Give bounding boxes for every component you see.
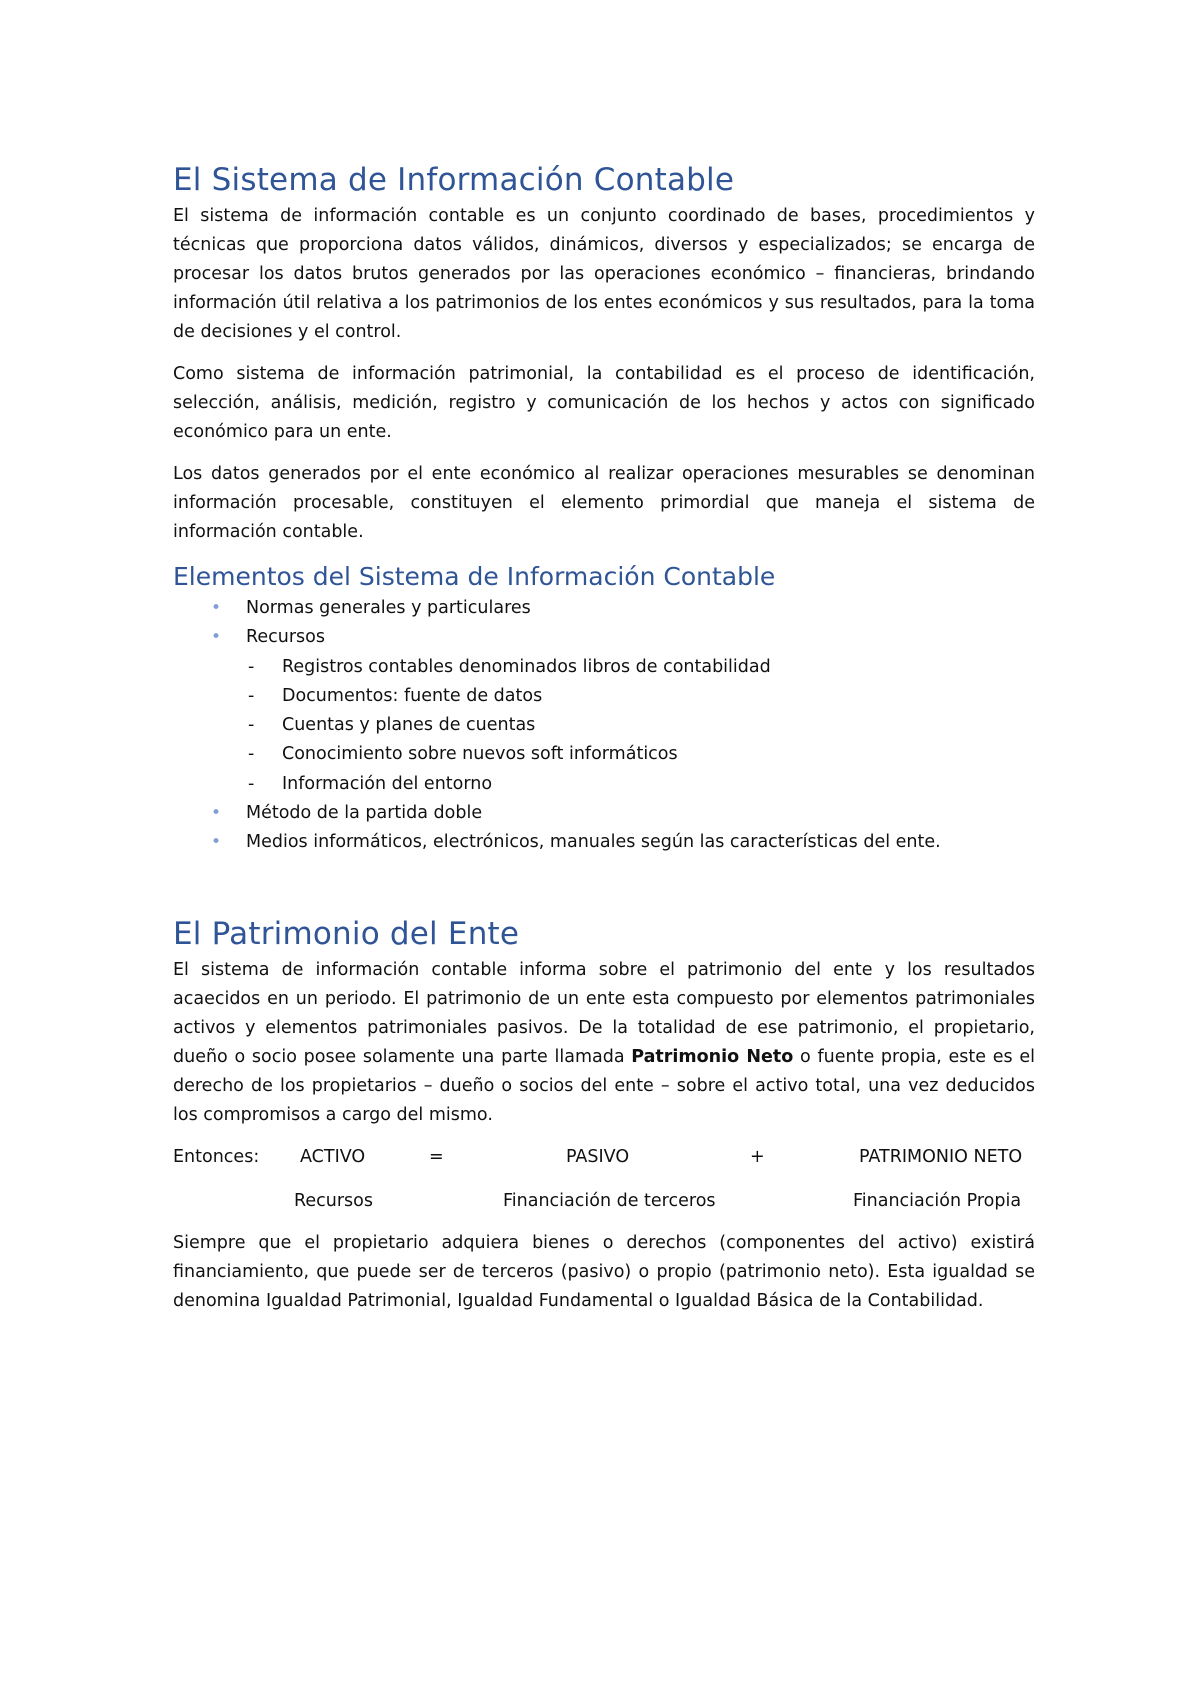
list-item [173,799,1035,828]
paragraph-text: El sistema de información contable informa sobre el patrimonio del ente y los resultados acaecidos en un periodo. El patrimonio de un ente esta compuesto por elementos patrimoniales activos y elementos patrimoniales pasivos. De la totalidad de ese patrimonio, el propietario, dueño o socio posee solamente una parte llamada [173,959,1035,1067]
list-item-label: Normas generales y particulares [246,598,531,618]
heading-patrimonio: El Patrimonio del Ente [173,915,520,952]
bullet-icon: • [211,598,222,618]
equation-activo: ACTIVO [300,1146,366,1167]
sub-list-item-label: Registros contables denominados libros de contabilidad [282,656,771,677]
sub-list-item [173,682,1035,711]
sub-list-item [173,711,1035,740]
heading-sistema-informacion: El Sistema de Información Contable [173,162,735,198]
dash-icon: - [248,773,255,794]
bold-term-patrimonio-neto: Patrimonio Neto [631,1046,794,1067]
dash-icon: - [248,656,255,677]
sub-list-item [173,740,1035,769]
paragraph-datos-generados: Los datos generados por el ente económico al realizar operaciones mesurables se denominan información procesable, constituyen el elemento primordial que maneja el sistema de información contable. [173,464,1035,542]
list-item-label: Método de la partida doble [246,803,483,824]
elements-list [173,594,1035,858]
equation-plus: + [750,1146,765,1167]
equation-patrimonio-neto: PATRIMONIO NETO [859,1146,1023,1167]
bullet-icon: • [211,803,222,824]
section-gap [173,858,1035,914]
paragraph-definicion: El sistema de información contable es un conjunto coordinado de bases, procedimientos y técnicas que proporciona datos válidos, dinámicos, diversos y especializados; se encarga de procesar los datos brutos generados por las operaciones económico – financieras, brindando información útil relativa a los patrimonios de los entes económicos y sus resultados, para la toma de decisiones y el control. [173,206,1035,342]
list-item [173,594,1035,623]
sub-list-item [173,653,1035,682]
paragraph-igualdad: Siempre que el propietario adquiera bienes o derechos (componentes del activo) existirá financiamiento, que puede ser de terceros (pasivo) o propio (patrimonio neto). Esta igualdad se denomina Igualdad Patrimonial, Igualdad Fundamental o Igualdad Básica de la Contabilidad. [173,1232,1035,1311]
dash-icon: - [248,744,255,765]
equation-sub-terceros: Financiación de terceros [503,1190,716,1211]
list-item [173,623,1035,799]
sub-list-item-label: Información del entorno [282,773,493,794]
equation-sub-recursos: Recursos [294,1190,373,1211]
dash-icon: - [248,715,255,736]
equation-row [173,1143,1035,1172]
bullet-icon: • [211,627,222,648]
dash-icon: - [248,685,255,706]
sub-list-item-label: Conocimiento sobre nuevos soft informáticos [282,744,678,765]
list-item [173,828,1035,857]
equation-equals: = [429,1146,444,1167]
sub-list-item-label: Documentos: fuente de datos [282,685,543,706]
paragraph-sistema-patrimonial: Como sistema de información patrimonial, la contabilidad es el proceso de identificación, selección, análisis, medición, registro y comunicación de los hechos y actos con significado económico para un ente. [173,364,1035,442]
paragraph-patrimonio [173,956,1035,1130]
document-page [173,160,1035,1329]
bullet-icon: • [211,832,222,853]
sub-list-item-label: Cuentas y planes de cuentas [282,715,536,736]
sub-list-item [173,770,1035,799]
equation-subtitles-row [173,1187,1035,1216]
list-item-label: Medios informáticos, electrónicos, manuales según las características del ente. [246,832,941,853]
equation-label: Entonces: [173,1146,260,1167]
list-item-label: Recursos [246,627,325,648]
heading-elementos: Elementos del Sistema de Información Contable [173,562,776,591]
equation-pasivo: PASIVO [566,1146,630,1167]
paragraph-text: o fuente propia, este es el derecho de los propietarios – dueño o socios del ente – sobre el activo total, una vez deducidos los compromisos a cargo del mismo. [173,1046,1035,1125]
equation-sub-propia: Financiación Propia [853,1190,1022,1211]
recursos-sublist [173,653,1035,799]
